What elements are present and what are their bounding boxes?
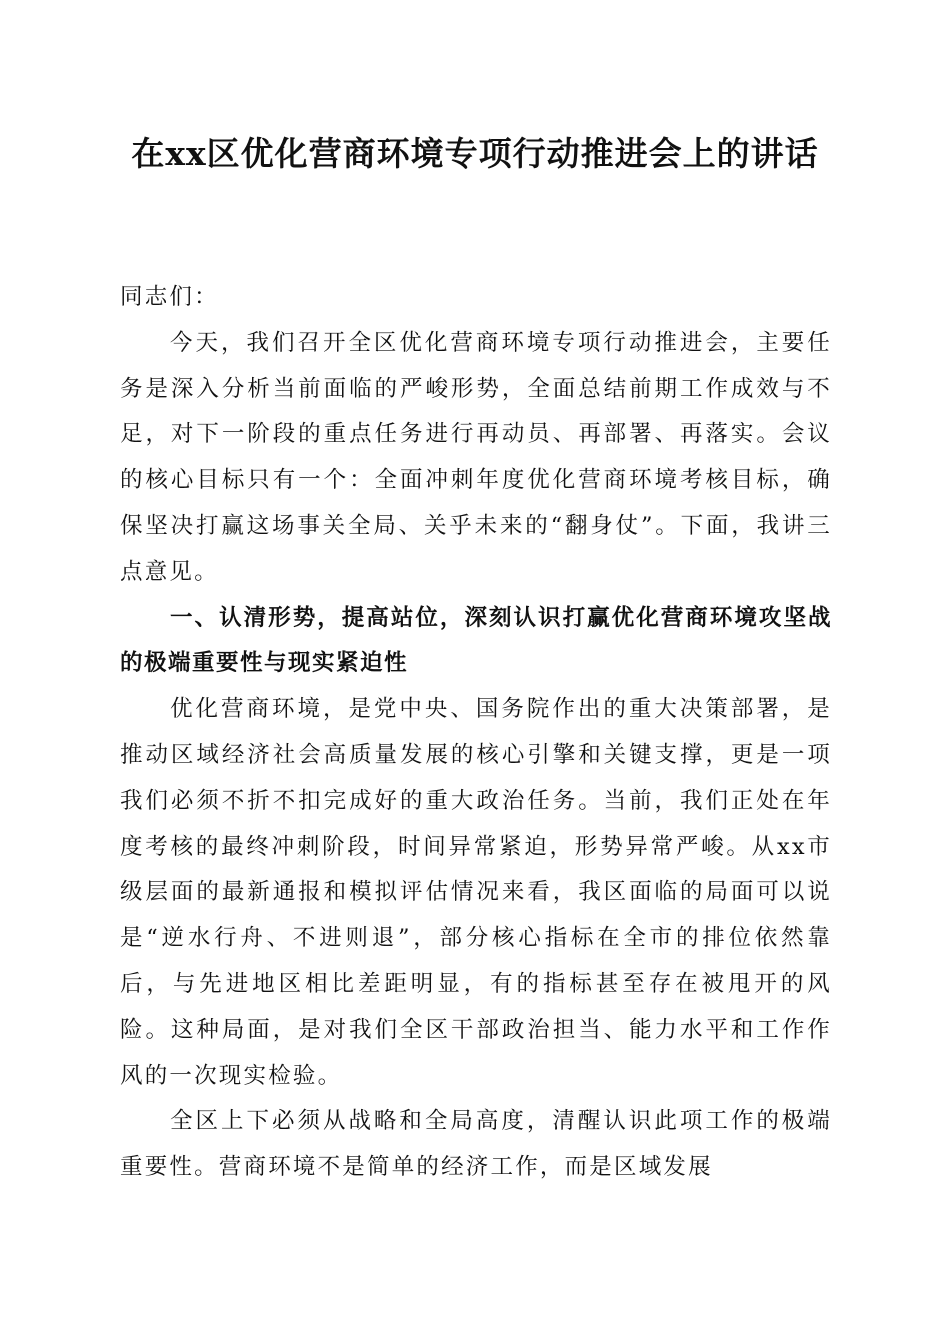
section-heading-1: 一、认清形势，提高站位，深刻认识打赢优化营商环境攻坚战的极端重要性与现实紧迫性: [120, 604, 832, 677]
paragraph-importance: 全区上下必须从战略和全局高度，清醒认识此项工作的极端重要性。营商环境不是简单的经济工作，而是区域发展: [120, 1108, 832, 1181]
paragraph-situation: 优化营商环境，是党中央、国务院作出的重大决策部署，是推动区域经济社会高质量发展的核心引擎和关键支撑，更是一项我们必须不折不扣完成好的重大政治任务。当前，我们正处在年度考核的最终冲刺阶段，时间异常紧迫，形势异常严峻。从xx市级层面的最新通报和模拟评估情况来看，我区面临的局面可以说是“逆水行舟、不进则退”，部分核心指标在全市的排位依然靠后，与先进地区相比差距明显，有的指标甚至存在被甩开的风险。这种局面，是对我们全区干部政治担当、能力水平和工作作风的一次现实检验。: [120, 696, 832, 1089]
paragraph-opening: 今天，我们召开全区优化营商环境专项行动推进会，主要任务是深入分析当前面临的严峻形势，全面总结前期工作成效与不足，对下一阶段的重点任务进行再动员、再部署、再落实。会议的核心目标只有一个：全面冲刺年度优化营商环境考核目标，确保坚决打赢这场事关全局、关乎未来的“翻身仗”。下面，我讲三点意见。: [120, 329, 832, 585]
document-title: 在xx区优化营商环境专项行动推进会上的讲话: [131, 134, 819, 173]
document-body: [120, 275, 832, 1191]
salutation: 同志们：: [120, 284, 219, 310]
